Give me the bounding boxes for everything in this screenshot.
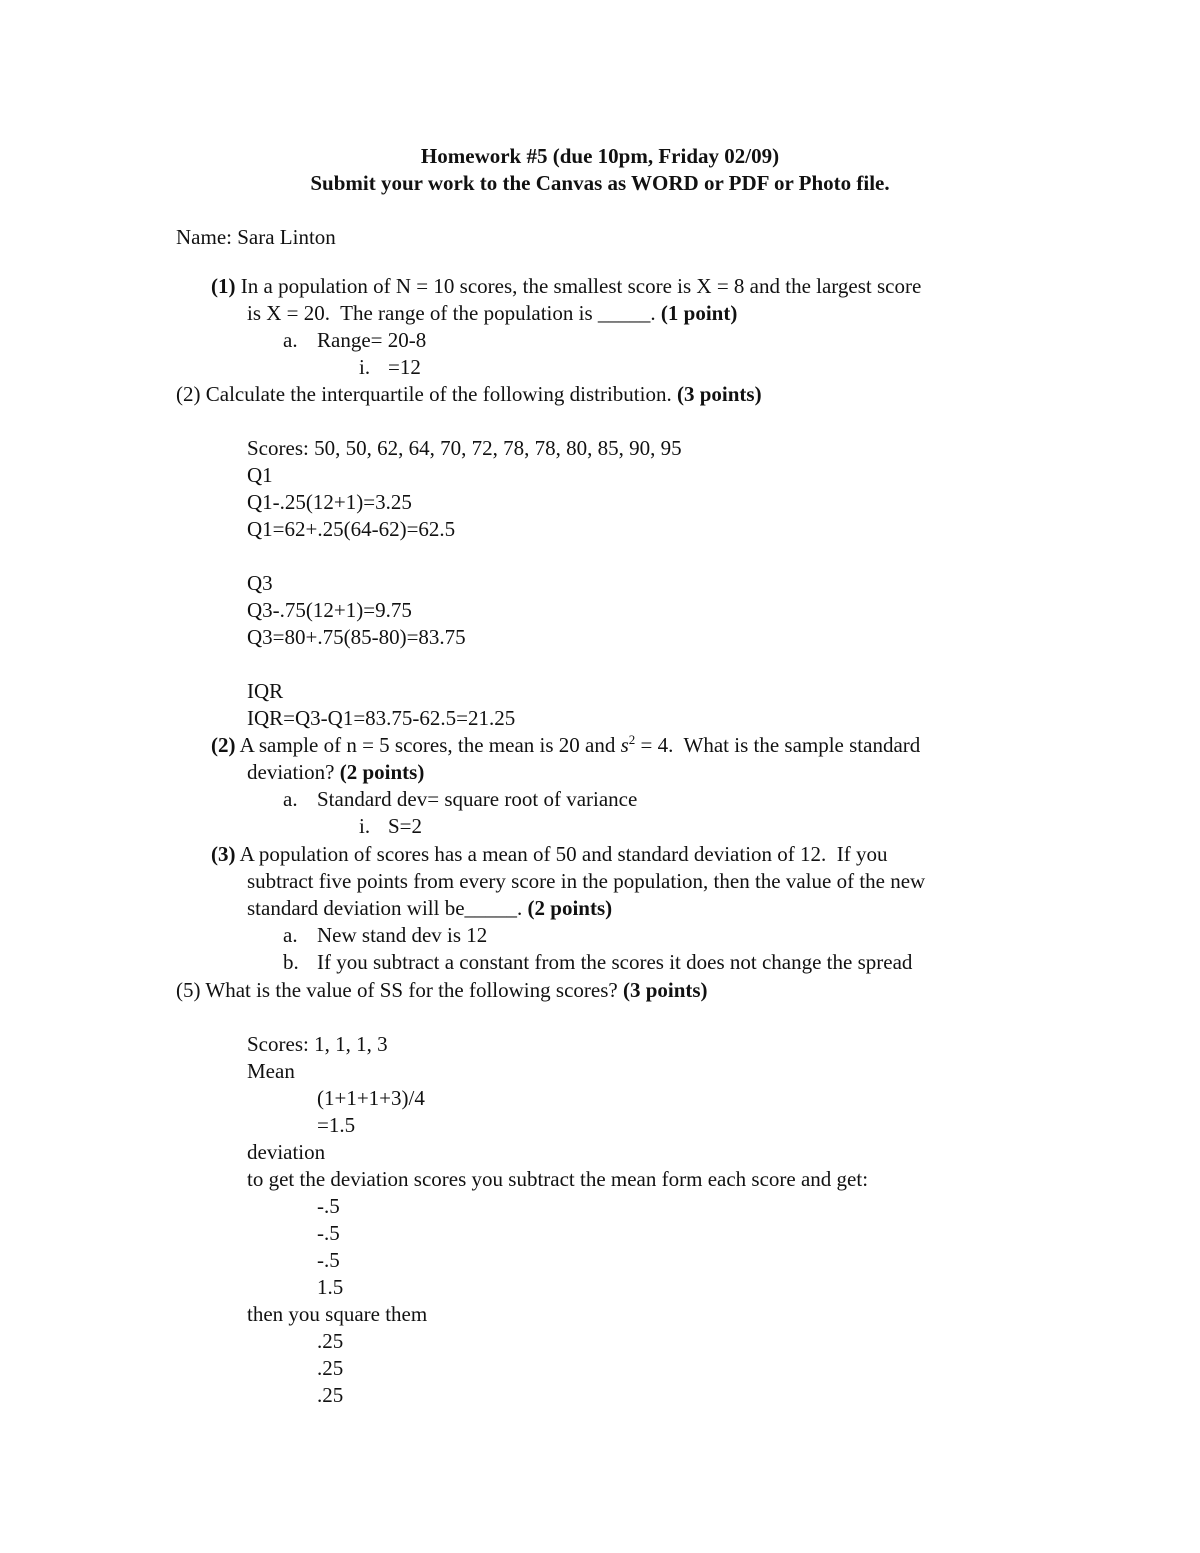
q5-deviation-text: to get the deviation scores you subtract the mean form each score and get:: [247, 1167, 869, 1191]
q5-square-value: .25: [317, 1383, 344, 1407]
q5-mean-result: =1.5: [317, 1113, 356, 1137]
q2-number: (2): [176, 382, 201, 406]
q4-points: (2 points): [527, 896, 613, 920]
q3-i-marker: i.: [359, 814, 371, 838]
q1-text-line1: In a population of N = 10 scores, the smallest score is X = 8 and the largest score: [240, 274, 922, 298]
q5-deviation-value: 1.5: [317, 1275, 344, 1299]
q2-work-line: Scores: 50, 50, 62, 64, 70, 72, 78, 78, 80, 85, 90, 95: [247, 436, 682, 460]
name-line: Name: Sara Linton: [176, 225, 336, 249]
q2-work-line: IQR=Q3-Q1=83.75-62.5=21.25: [247, 706, 516, 730]
q5-deviation-value: -.5: [317, 1248, 340, 1272]
q5-square-text: then you square them: [247, 1302, 428, 1326]
q4-number: (3): [211, 842, 236, 866]
s-symbol: s: [620, 733, 629, 757]
q3-text-a: A sample of n = 5 scores, the mean is 20 and: [239, 733, 621, 757]
q2-work-line: IQR: [247, 679, 284, 703]
q2-text: Calculate the interquartile of the following distribution.: [205, 382, 672, 406]
q3-text-b: = 4. What is the sample standard: [635, 733, 921, 757]
q1-i-text: =12: [388, 355, 421, 379]
q3-line1: [211, 732, 920, 759]
q4-b-marker: b.: [283, 950, 299, 974]
q2-line: [176, 381, 762, 408]
q3-text-line2: deviation?: [247, 760, 335, 784]
q4-text-line1: A population of scores has a mean of 50 and standard deviation of 12. If you: [239, 842, 888, 866]
q3-line2: [247, 759, 424, 786]
q5-scores: Scores: 1, 1, 1, 3: [247, 1032, 388, 1056]
q4-a-marker: a.: [283, 923, 298, 947]
q5-square-value: .25: [317, 1329, 344, 1353]
q1-a-text: Range= 20-8: [317, 328, 427, 352]
q2-work-line: Q3: [247, 571, 273, 595]
q2-points: (3 points): [676, 382, 762, 406]
q4-line1: [211, 841, 888, 868]
q5-text: What is the value of SS for the following scores?: [205, 978, 618, 1002]
q5-mean-calc: (1+1+1+3)/4: [317, 1086, 425, 1110]
q1-points: (1 point): [660, 301, 738, 325]
q2-work-line: Q3-.75(12+1)=9.75: [247, 598, 412, 622]
q3-a-text: Standard dev= square root of variance: [317, 787, 638, 811]
q2-work-line: Q1: [247, 463, 273, 487]
q4-line3: [247, 895, 612, 922]
q4-text-line3: standard deviation will be_____.: [247, 896, 523, 920]
q2-work-line: Q1=62+.25(64-62)=62.5: [247, 517, 456, 541]
q5-square-value: .25: [317, 1356, 344, 1380]
q1-a-marker: a.: [283, 328, 298, 352]
q2-work-line: Q1-.25(12+1)=3.25: [247, 490, 412, 514]
homework-title: Homework #5 (due 10pm, Friday 02/09): [420, 144, 780, 168]
q5-mean-label: Mean: [247, 1059, 295, 1083]
q5-number: (5): [176, 978, 201, 1002]
q5-deviation-label: deviation: [247, 1140, 326, 1164]
q5-deviation-value: -.5: [317, 1194, 340, 1218]
q1-number: (1): [211, 274, 236, 298]
q3-number: (2): [211, 733, 236, 757]
q3-a-marker: a.: [283, 787, 298, 811]
q5-line: [176, 977, 708, 1004]
q2-work-line: Q3=80+.75(85-80)=83.75: [247, 625, 466, 649]
q4-b-text: If you subtract a constant from the scores it does not change the spread: [317, 950, 913, 974]
homework-subtitle: Submit your work to the Canvas as WORD or PDF or Photo file.: [310, 171, 890, 195]
q4-a-text: New stand dev is 12: [317, 923, 488, 947]
q3-i-text: S=2: [388, 814, 423, 838]
q1-i-marker: i.: [359, 355, 371, 379]
q1-text-line2: is X = 20. The range of the population is _____.: [247, 301, 656, 325]
q1-line2: [247, 300, 737, 327]
q3-points: (2 points): [339, 760, 425, 784]
q5-deviation-value: -.5: [317, 1221, 340, 1245]
squared-superscript: 2: [628, 732, 636, 747]
q1-line1: [211, 273, 921, 300]
q4-line2: subtract five points from every score in the population, then the value of the new: [247, 869, 926, 893]
q5-points: (3 points): [622, 978, 708, 1002]
